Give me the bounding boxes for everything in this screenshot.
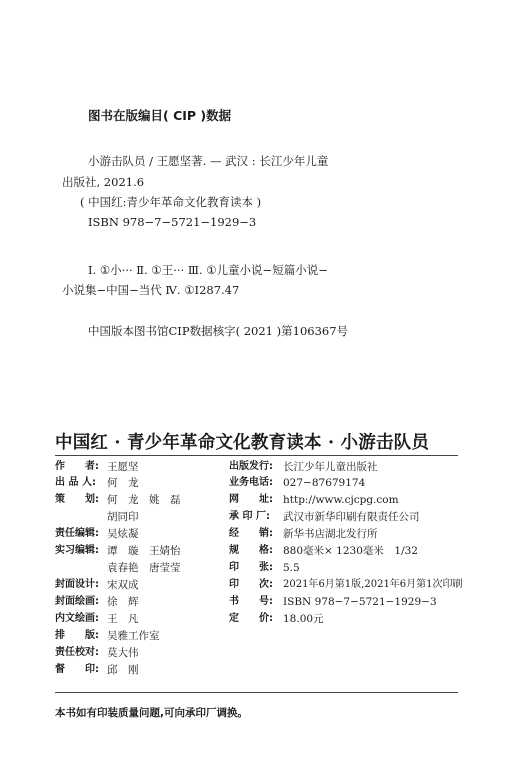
credits-right (229, 459, 479, 629)
credit-label: 印 次: (229, 579, 273, 590)
credit-label: 作 者: (55, 461, 99, 472)
credit-value: 何 龙 (107, 477, 139, 489)
credit-value: 长江少年儿童出版社 (283, 461, 378, 473)
credit-label: 业务电话: (229, 477, 273, 488)
credit-label: 网 址: (229, 494, 273, 505)
footer-divider (55, 692, 458, 693)
credits-left (55, 459, 225, 689)
credit-value: 莫大伟 (107, 647, 139, 659)
credit-value: 袁春艳 唐莹莹 (107, 562, 181, 574)
credit-value: 武汉市新华印刷有限责任公司 (283, 511, 420, 523)
cip-line: 出版社, 2021.6 (62, 175, 145, 189)
credit-label: 出 品 人: (55, 477, 96, 488)
cip-line: ISBN 978−7−5721−1929−3 (88, 215, 257, 229)
credit-value: 徐 辉 (107, 596, 139, 608)
credit-label: 经 销: (229, 528, 273, 539)
credit-value: 5.5 (283, 562, 300, 574)
cip-line: 中国版本图书馆CIP数据核字( 2021 )第106367号 (88, 324, 349, 338)
cip-line: 小说集−中国−当代 Ⅳ. ①I287.47 (62, 283, 240, 297)
credit-value: 新华书店湖北发行所 (283, 528, 378, 540)
credit-value: ISBN 978−7−5721−1929−3 (283, 596, 437, 608)
credit-label: 规 格: (229, 545, 273, 556)
title-divider (55, 455, 458, 456)
cip-line: 小游击队员 / 王愿坚著. — 武汉 : 长江少年儿童 (88, 154, 329, 168)
credit-value: 胡同印 (107, 511, 139, 523)
credit-value: http://www.cjcpg.com (283, 494, 399, 506)
credit-label: 定 价: (229, 613, 273, 624)
credit-value: 邱 刚 (107, 664, 139, 676)
credit-label: 承 印 厂: (229, 511, 270, 522)
credit-value: 880毫米× 1230毫米 1/32 (283, 545, 418, 557)
credit-value: 谭 璇 王婧怡 (107, 545, 181, 557)
cip-heading: 图书在版编目( CIP )数据 (88, 108, 232, 123)
credit-value: 吴雅工作室 (107, 630, 160, 642)
credit-value: 王 凡 (107, 613, 139, 625)
credit-label: 责任编辑: (55, 528, 99, 539)
credit-label: 实习编辑: (55, 545, 99, 556)
credit-value: 吴炫凝 (107, 528, 139, 540)
credit-label: 封面绘画: (55, 596, 99, 607)
book-title: 中国红 · 青少年革命文化教育读本 · 小游击队员 (55, 433, 430, 453)
credit-value: 027−87679174 (283, 477, 366, 489)
cip-line: ( 中国红:青少年革命文化教育读本 ) (80, 195, 262, 209)
credit-label: 督 印: (55, 664, 99, 675)
credit-value: 18.00元 (283, 613, 324, 625)
credit-label: 封面设计: (55, 579, 99, 590)
credit-value: 何 龙 姚 磊 (107, 494, 181, 506)
footer-note: 本书如有印装质量问题,可向承印厂调换。 (55, 707, 248, 719)
credit-label: 出版发行: (229, 461, 273, 472)
credit-label: 策 划: (55, 494, 99, 505)
credit-label: 排 版: (55, 630, 99, 641)
credit-label: 责任校对: (55, 647, 99, 658)
credit-value: 2021年6月第1版,2021年6月第1次印刷 (283, 579, 463, 590)
credit-label: 书 号: (229, 596, 273, 607)
credit-value: 王愿坚 (107, 461, 139, 473)
credit-value: 宋双成 (107, 579, 139, 591)
cip-line: Ⅰ. ①小··· Ⅱ. ①王··· Ⅲ. ①儿童小说−短篇小说− (88, 263, 328, 277)
credit-label: 内文绘画: (55, 613, 99, 624)
credit-label: 印 张: (229, 562, 273, 573)
